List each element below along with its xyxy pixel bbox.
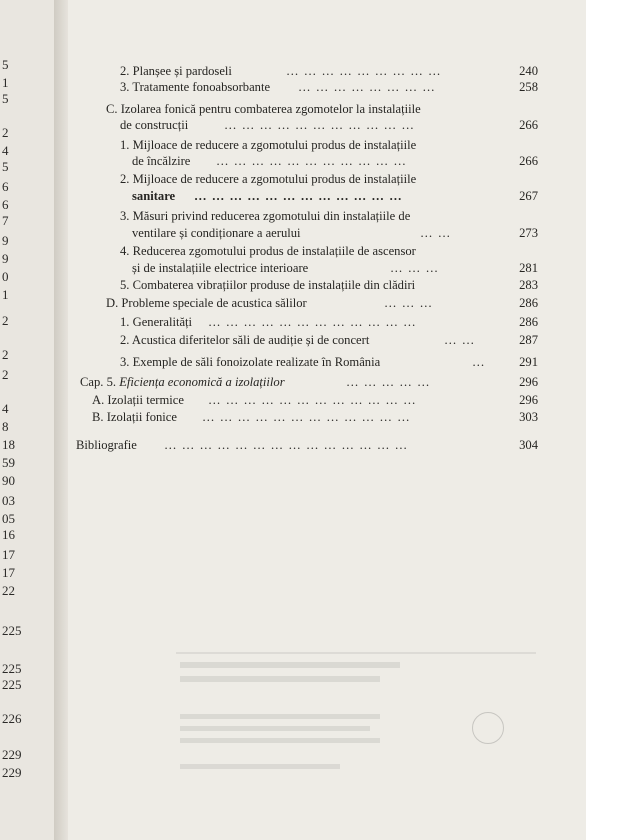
toc-entry: 4. Reducerea zgomotului produs de instalațiile de ascensor — [120, 244, 416, 258]
toc-page-number: 291 — [519, 355, 538, 369]
toc-entry: 2. Planșee și pardoseli — [120, 64, 232, 78]
edge-number: 6 — [2, 197, 9, 212]
toc-entry: sanitare — [132, 189, 176, 203]
toc-page-number: 296 — [519, 393, 538, 407]
edge-number: 225 — [2, 623, 22, 638]
toc-leader: … … … … … … … … … … … … — [208, 315, 417, 329]
toc-leader: … … … … … … … … … … … … — [202, 410, 411, 424]
toc-leader: … … … … … … … … … … … … — [208, 393, 417, 407]
toc-entry: B. Izolații fonice — [92, 410, 177, 424]
edge-number: 17 — [2, 547, 15, 562]
edge-number: 18 — [2, 437, 15, 452]
toc-page-number: 304 — [519, 438, 538, 452]
toc-entry: de construcții — [120, 118, 189, 132]
toc-entry: 2. Mijloace de reducere a zgomotului produs de instalațiile — [120, 172, 417, 186]
toc-page-number: 283 — [519, 278, 538, 292]
toc-page-number: 240 — [519, 64, 538, 78]
toc-page-number: 273 — [519, 226, 538, 240]
chapter-title: Eficiența economică a izolațiilor — [119, 375, 285, 389]
toc-entry: 1. Generalități — [120, 315, 193, 329]
book-gutter — [54, 0, 68, 840]
toc-entry: de încălzire — [132, 154, 191, 168]
edge-number: 1 — [2, 75, 9, 90]
edge-number: 17 — [2, 565, 15, 580]
edge-number: 2 — [2, 125, 9, 140]
toc-page-number: 266 — [519, 154, 538, 168]
edge-number: 59 — [2, 455, 15, 470]
toc-leader: … — [472, 355, 486, 369]
toc-page-number: 267 — [519, 189, 538, 203]
toc-leader: … … … … … … … … — [298, 80, 436, 94]
edge-number: 2 — [2, 313, 9, 328]
edge-number: 225 — [2, 677, 22, 692]
toc-entry: D. Probleme speciale de acustica sălilor — [106, 296, 307, 310]
edge-number: 90 — [2, 473, 15, 488]
background — [586, 0, 630, 840]
edge-number: 1 — [2, 287, 9, 302]
toc-entry: ventilare și condiționare a aerului — [132, 226, 301, 240]
toc-leader: … … — [444, 333, 476, 347]
edge-number: 05 — [2, 511, 15, 526]
edge-number: 2 — [2, 347, 9, 362]
toc-page-number: 286 — [519, 315, 538, 329]
toc-leader: … … … — [390, 261, 440, 275]
toc-page — [68, 0, 586, 840]
toc-entry: 3. Exemple de săli fonoizolate realizate în România — [120, 355, 381, 369]
toc-leader: … … … … … … … … … … … — [224, 118, 416, 132]
edge-number: 22 — [2, 583, 15, 598]
toc-page-number: 266 — [519, 118, 538, 132]
toc-leader: … … … … … … … … … … … — [216, 154, 408, 168]
toc-entry — [80, 374, 285, 390]
edge-number: 5 — [2, 57, 9, 72]
toc-page-number: 281 — [519, 261, 538, 275]
toc-leader: … … … … … … … … … … … … … … — [164, 438, 409, 452]
left-page-edge — [0, 0, 54, 840]
edge-number: 6 — [2, 179, 9, 194]
edge-number: 225 — [2, 661, 22, 676]
edge-number: 226 — [2, 711, 22, 726]
edge-number: 9 — [2, 251, 9, 266]
edge-number: 2 — [2, 367, 9, 382]
edge-number: 0 — [2, 269, 9, 284]
toc-page-number: 286 — [519, 296, 538, 310]
toc-entry: A. Izolații termice — [92, 393, 184, 407]
chapter-label: Cap. 5. — [80, 375, 117, 389]
edge-number: 9 — [2, 233, 9, 248]
edge-number: 229 — [2, 747, 22, 762]
toc-leader: … … … — [384, 296, 434, 310]
toc-leader: … … — [420, 226, 452, 240]
toc-entry: și de instalațiile electrice interioare — [132, 261, 309, 275]
toc-entry: 5. Combaterea vibrațiilor produse de instalațiile din clădiri — [120, 278, 416, 292]
printer-seal — [472, 712, 504, 744]
toc-entry: C. Izolarea fonică pentru combaterea zgomotelor la instalațiile — [106, 102, 421, 116]
toc-entry: 1. Mijloace de reducere a zgomotului produs de instalațiile — [120, 138, 417, 152]
edge-number: 7 — [2, 213, 9, 228]
toc-leader: … … … … … … … … … … … … — [194, 189, 403, 203]
toc-entry: 2. Acustica diferitelor săli de audiție și de concert — [120, 333, 370, 347]
edge-number: 8 — [2, 419, 9, 434]
toc-entry: 3. Tratamente fonoabsorbante — [120, 80, 271, 94]
toc-entry: Bibliografie — [76, 438, 137, 452]
toc-page-number: 296 — [519, 375, 538, 389]
toc-page-number: 303 — [519, 410, 538, 424]
edge-number: 229 — [2, 765, 22, 780]
toc-leader: … … … … … — [346, 375, 431, 389]
edge-number: 5 — [2, 91, 9, 106]
edge-number: 16 — [2, 527, 15, 542]
toc-page-number: 258 — [519, 80, 538, 94]
edge-number: 03 — [2, 493, 15, 508]
edge-number: 4 — [2, 143, 9, 158]
toc-entry: 3. Măsuri privind reducerea zgomotului din instalațiile de — [120, 209, 411, 223]
edge-number: 4 — [2, 401, 9, 416]
toc-leader: … … … … … … … … … — [286, 64, 442, 78]
toc-page-number: 287 — [519, 333, 538, 347]
edge-number: 5 — [2, 159, 9, 174]
